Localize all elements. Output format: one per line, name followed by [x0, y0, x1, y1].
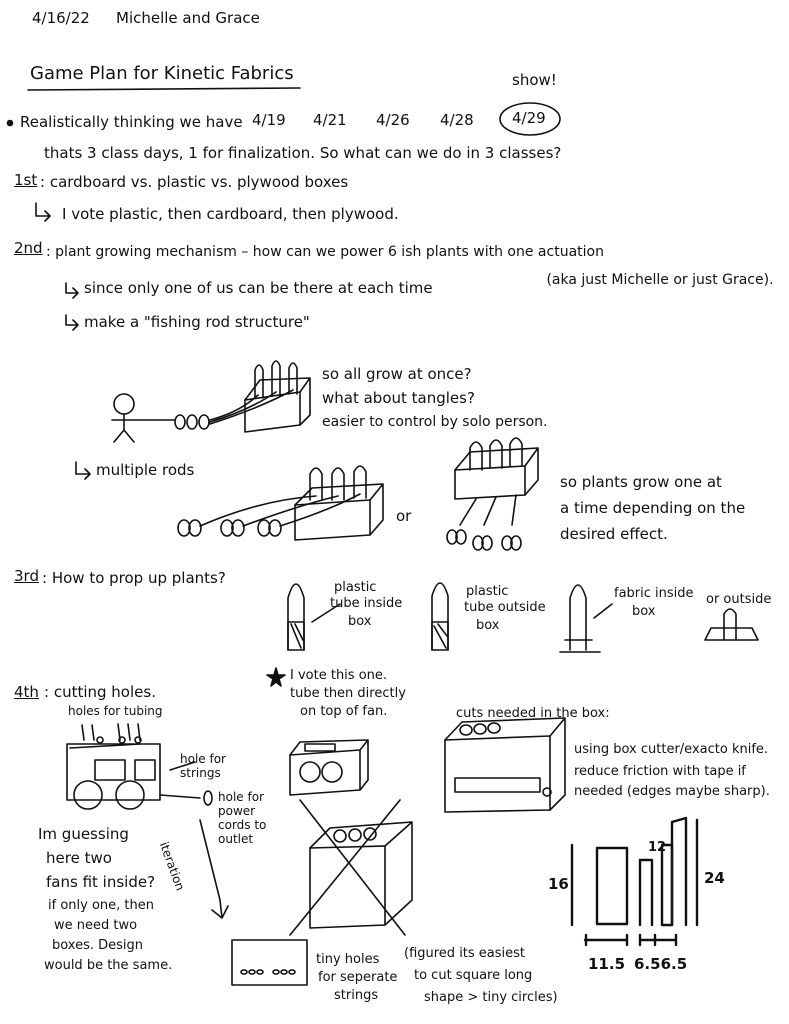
- second-text: : plant growing mechanism – how can we power 6 ish plants with one actuation: [46, 244, 604, 260]
- intro-date-1: 4/19: [252, 111, 286, 129]
- tiny-holes-box: [232, 940, 307, 985]
- intro-date-3: 4/26: [376, 111, 410, 129]
- stick-figure: [112, 394, 160, 442]
- third-label: 3rd: [14, 567, 39, 585]
- fourth-guess5: we need two: [54, 918, 138, 933]
- intro-date-4: 4/28: [440, 111, 474, 129]
- third-opt2b: tube outside: [464, 600, 546, 615]
- fourth-tiny3: strings: [334, 988, 379, 1003]
- fourth-label: 4th: [14, 683, 39, 701]
- page-title: Game Plan for Kinetic Fabrics: [30, 63, 294, 84]
- fourth-holes-tubing: holes for tubing: [68, 704, 163, 718]
- dim-12: 12: [648, 840, 667, 855]
- header-date: 4/16/22: [32, 9, 90, 27]
- fourth-cuts-needed: cuts needed in the box:: [456, 706, 610, 721]
- rod-box-2: [178, 466, 383, 540]
- hook-arrow-multiple: [76, 462, 90, 479]
- second-note3: easier to control by solo person.: [322, 414, 548, 430]
- title-underline: [28, 88, 300, 90]
- fourth-cutter1: using box cutter/exacto knife.: [574, 742, 769, 757]
- hook-arrow-1st: [36, 203, 50, 221]
- fourth-hole-strings: hole for strings: [180, 752, 226, 780]
- third-opt3a: fabric inside: [614, 586, 694, 601]
- header-names: Michelle and Grace: [116, 9, 260, 27]
- fourth-hole-power: hole for power cords to outlet: [218, 790, 267, 846]
- crossed-out-box: [290, 800, 412, 935]
- show-note: show!: [512, 71, 557, 89]
- star-mark: [267, 668, 285, 686]
- dim-16: 16: [548, 875, 569, 893]
- plant-prop-2: [432, 583, 448, 650]
- second-reason: since only one of us can be there at each time: [84, 279, 433, 297]
- hook-arrow-2nd-b: [66, 315, 78, 330]
- third-vote3: on top of fan.: [300, 704, 388, 719]
- second-make: make a "fishing rod structure": [84, 313, 310, 331]
- fourth-fig3: shape > tiny circles): [424, 990, 558, 1005]
- intro-date-5: 4/29: [512, 109, 546, 127]
- fourth-guess4: if only one, then: [48, 898, 154, 913]
- dim-24: 24: [704, 869, 725, 887]
- second-label: 2nd: [14, 239, 43, 257]
- fourth-fig2: to cut square long: [414, 968, 533, 983]
- third-text: : How to prop up plants?: [42, 569, 226, 587]
- third-vote1: I vote this one.: [290, 668, 388, 683]
- dim-6-5: 6.56.5: [634, 955, 688, 973]
- third-opt3b: box: [632, 604, 656, 619]
- hook-arrow-2nd-a: [66, 283, 78, 298]
- third-opt2c: box: [476, 618, 500, 633]
- fourth-fig1: (figured its easiest: [404, 946, 526, 961]
- intro-date-2: 4/21: [313, 111, 347, 129]
- fourth-guess6: boxes. Design: [52, 938, 144, 953]
- fourth-guess1: Im guessing: [38, 825, 129, 843]
- first-text: : cardboard vs. plastic vs. plywood boxes: [40, 173, 349, 191]
- second-multiple: multiple rods: [96, 461, 195, 479]
- fourth-cutter2: reduce friction with tape if: [574, 764, 746, 779]
- fourth-iteration: iteration: [156, 840, 188, 893]
- third-vote2: tube then directly: [290, 686, 406, 701]
- third-opt1a: plastic: [334, 580, 377, 595]
- second-or: or: [396, 507, 412, 525]
- second-note1: so all grow at once?: [322, 365, 472, 383]
- fourth-tiny1: tiny holes: [316, 952, 380, 967]
- third-opt2a: plastic: [466, 584, 509, 599]
- intro-line1: Realistically thinking we have: [20, 113, 243, 131]
- dimension-drawing: [572, 818, 697, 945]
- third-opt1c: box: [348, 614, 372, 629]
- fourth-text: : cutting holes.: [44, 683, 156, 701]
- second-aka: (aka just Michelle or just Grace).: [546, 272, 774, 288]
- plant-prop-1: [288, 584, 340, 650]
- rod-box-3: [447, 438, 538, 550]
- cutting-box-2: [290, 740, 368, 795]
- cutting-box-3: [445, 718, 565, 812]
- intro-line2: thats 3 class days, 1 for finalization. So what can we do in 3 classes?: [44, 144, 562, 162]
- bullet-dot: [8, 121, 13, 126]
- rod-box-1: [160, 361, 310, 432]
- dim-11-5: 11.5: [588, 955, 626, 973]
- third-opt1b: tube inside: [330, 596, 403, 611]
- third-opt4: or outside: [706, 592, 772, 607]
- fourth-tiny2: for seperate: [318, 970, 398, 985]
- first-vote: I vote plastic, then cardboard, then plywood.: [62, 205, 399, 223]
- plant-prop-3: [560, 585, 612, 652]
- first-label: 1st: [14, 171, 38, 189]
- fourth-guess7: would be the same.: [44, 958, 173, 973]
- second-note4: so plants grow one at: [560, 473, 722, 491]
- second-note2: what about tangles?: [322, 389, 475, 407]
- plant-prop-4: [705, 609, 758, 640]
- fourth-guess3: fans fit inside?: [46, 873, 156, 891]
- fourth-cutter3: needed (edges maybe sharp).: [574, 784, 770, 799]
- fourth-guess2: here two: [46, 849, 112, 867]
- second-note5: a time depending on the: [560, 499, 746, 517]
- second-note6: desired effect.: [560, 525, 668, 543]
